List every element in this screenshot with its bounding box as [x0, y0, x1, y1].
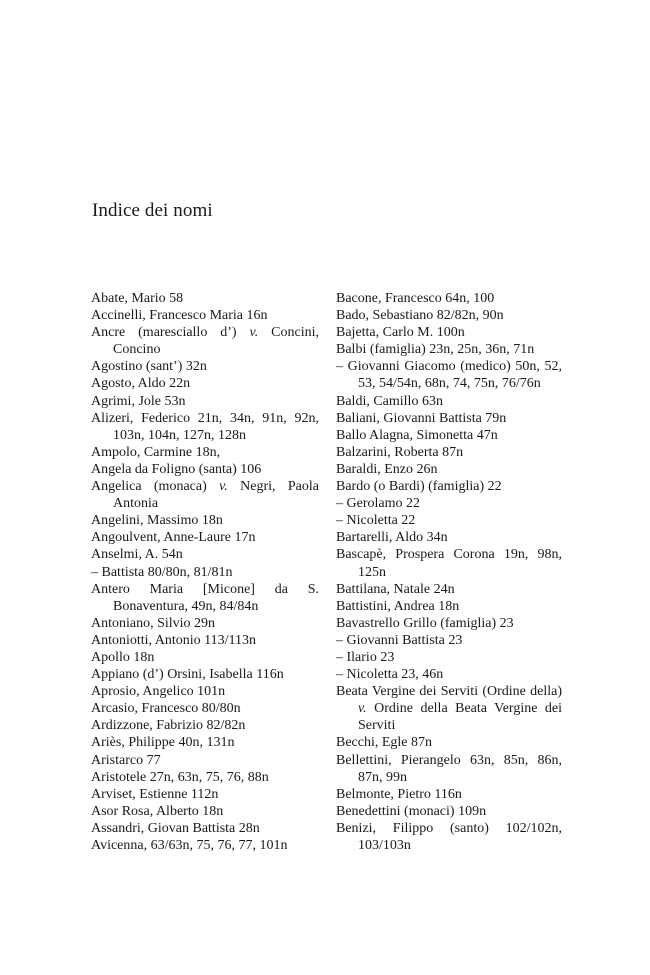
index-entry — [91, 546, 319, 563]
index-entry — [336, 358, 562, 392]
index-entry — [336, 752, 562, 786]
index-entry-text: – Giovanni Giacomo (medico) 50n, 52, 53, 54/54n, 68n, 74, 75n, 76/76n — [336, 359, 562, 392]
index-entry-text: Baliani, Giovanni Battista 79n — [336, 410, 507, 426]
index-entry-text: Aristarco 77 — [91, 752, 161, 768]
index-entry-text: Anselmi, A. 54n — [91, 547, 183, 563]
index-entry-text: Benedettini (monaci) 109n — [336, 803, 487, 819]
index-entry — [336, 461, 562, 478]
index-entry — [336, 546, 562, 580]
index-entry-text: Bajetta, Carlo M. 100n — [336, 325, 465, 341]
index-entry — [91, 307, 319, 324]
index-entry — [91, 393, 319, 410]
index-entry-text: Angela da Foligno (santa) 106 — [91, 461, 262, 477]
index-entry — [336, 786, 562, 803]
index-entry-text: Aprosio, Angelico 101n — [91, 684, 226, 700]
index-entry — [91, 512, 319, 529]
index-entry-text: Ballo Alagna, Simonetta 47n — [336, 427, 498, 443]
index-entry-text: Assandri, Giovan Battista 28n — [91, 820, 260, 836]
index-entry-text: Ampolo, Carmine 18n, — [91, 444, 221, 460]
index-entry-text: Ardizzone, Fabrizio 82/82n — [91, 718, 246, 734]
index-entry — [336, 495, 562, 512]
index-entry — [336, 324, 562, 341]
index-entry-text: – Nicoletta 22 — [336, 513, 416, 529]
index-entry-text: Aristotele 27n, 63n, 75, 76, 88n — [91, 769, 269, 785]
page-title: Indice dei nomi — [92, 200, 213, 221]
cross-reference-marker: v. — [219, 479, 228, 495]
index-entry — [336, 803, 562, 820]
index-entry — [336, 307, 562, 324]
index-entry — [91, 632, 319, 649]
index-entry — [91, 700, 319, 717]
index-entry-text: Ordine della Beata Vergine dei Serviti — [358, 701, 562, 734]
index-entry — [91, 803, 319, 820]
index-entry-text: Bascapè, Prospera Corona 19n, 98n, 125n — [336, 547, 562, 580]
index-entry-text: – Nicoletta 23, 46n — [336, 667, 444, 683]
index-entry-text: Avicenna, 63/63n, 75, 76, 77, 101n — [91, 838, 288, 853]
index-entry-text: Bellettini, Pierangelo 63n, 85n, 86n, 87n, 99n — [336, 752, 562, 785]
index-entry — [91, 444, 319, 461]
index-entry — [91, 786, 319, 803]
index-entry — [336, 478, 562, 495]
index-entry — [91, 375, 319, 392]
index-entry-text: Balbi (famiglia) 23n, 25n, 36n, 71n — [336, 342, 535, 358]
index-entry-text: Bado, Sebastiano 82/82n, 90n — [336, 308, 504, 324]
index-entry-text: Becchi, Egle 87n — [336, 735, 433, 751]
index-entry — [91, 683, 319, 700]
index-entry-text: Abate, Mario 58 — [91, 291, 184, 306]
index-entry-text: Bavastrello Grillo (famiglia) 23 — [336, 615, 514, 631]
index-entry — [91, 769, 319, 786]
index-entry-text: Beata Vergine dei Serviti (Ordine della) — [336, 684, 562, 700]
index-entry-text: Apollo 18n — [91, 649, 155, 665]
index-entry — [336, 820, 562, 854]
index-entry-text: Ancre (maresciallo d’) — [91, 325, 250, 341]
index-entry — [91, 581, 319, 615]
index-entry-text: Arcasio, Francesco 80/80n — [91, 701, 241, 717]
index-entry — [91, 564, 319, 581]
index-entry — [91, 752, 319, 769]
index-entry — [336, 444, 562, 461]
index-entry-text: Bacone, Francesco 64n, 100 — [336, 291, 495, 306]
index-entry — [336, 666, 562, 683]
index-entry — [336, 512, 562, 529]
index-entry — [91, 290, 319, 307]
index-entry-text: Battistini, Andrea 18n — [336, 598, 460, 614]
index-entry-text: – Battista 80/80n, 81/81n — [91, 564, 233, 580]
index-entry — [91, 820, 319, 837]
index-entry — [91, 478, 319, 512]
index-entry-text: Antero Maria [Micone] da S. Bonaventura, 49n, 84/84n — [91, 581, 319, 614]
index-entry — [336, 598, 562, 615]
index-entry-text: – Gerolamo 22 — [336, 496, 420, 512]
index-entry-text: Antoniano, Silvio 29n — [91, 615, 216, 631]
index-entry — [91, 615, 319, 632]
index-entry — [91, 837, 319, 854]
index-entry — [336, 734, 562, 751]
index-entry — [336, 632, 562, 649]
index-entry-text: – Ilario 23 — [336, 649, 395, 665]
index-entry-text: Agrimi, Jole 53n — [91, 393, 186, 409]
index-entry-text: Benizi, Filippo (santo) 102/102n, 103/103n — [336, 820, 562, 853]
index-entry-text: Baraldi, Enzo 26n — [336, 461, 438, 477]
index-entry-text: Antoniotti, Antonio 113/113n — [91, 632, 257, 648]
index-entry-text: Bartarelli, Aldo 34n — [336, 530, 448, 546]
index-entry-text: Angoulvent, Anne-Laure 17n — [91, 530, 256, 546]
index-entry-text: Angelica (monaca) — [91, 479, 220, 495]
index-entry — [336, 393, 562, 410]
index-entry — [336, 427, 562, 444]
index-entry — [91, 717, 319, 734]
index-entry — [91, 461, 319, 478]
index-entry — [336, 649, 562, 666]
index-entry — [91, 410, 319, 444]
cross-reference-marker: v. — [358, 701, 367, 717]
index-entry-text: Agostino (sant’) 32n — [91, 359, 207, 375]
index-entry — [336, 341, 562, 358]
index-entry-text: Belmonte, Pietro 116n — [336, 786, 462, 802]
index-entry — [91, 734, 319, 751]
index-entry-text: Concini, Concino — [113, 325, 319, 358]
index-entry-text: Bardo (o Bardi) (famiglia) 22 — [336, 479, 502, 495]
index-entry-text: Appiano (d’) Orsini, Isabella 116n — [91, 667, 284, 683]
index-entry — [91, 324, 319, 358]
index-entry-text: Alizeri, Federico 21n, 34n, 91n, 92n, 103n, 104n, 127n, 128n — [91, 410, 319, 443]
index-entry — [336, 615, 562, 632]
index-entry-text: Battilana, Natale 24n — [336, 581, 455, 597]
index-entry-text: – Giovanni Battista 23 — [336, 632, 463, 648]
index-entry — [336, 529, 562, 546]
index-column-left — [91, 290, 319, 854]
cross-reference-marker: v. — [249, 325, 259, 341]
index-entry-text: Baldi, Camillo 63n — [336, 393, 443, 409]
index-entry — [91, 666, 319, 683]
index-entry — [336, 683, 562, 734]
index-entry — [91, 649, 319, 666]
index-entry — [91, 358, 319, 375]
index-entry-text: Negri, Paola Antonia — [113, 479, 319, 512]
index-entry — [336, 581, 562, 598]
index-entry-text: Agosto, Aldo 22n — [91, 376, 191, 392]
index-entry — [336, 290, 562, 307]
index-entry-text: Accinelli, Francesco Maria 16n — [91, 308, 268, 324]
index-entry-text: Angelini, Massimo 18n — [91, 513, 223, 529]
index-entry-text: Balzarini, Roberta 87n — [336, 444, 464, 460]
index-entry — [336, 410, 562, 427]
index-entry-text: Asor Rosa, Alberto 18n — [91, 803, 224, 819]
index-entry-text: Arviset, Estienne 112n — [91, 786, 219, 802]
index-entry — [91, 529, 319, 546]
index-entry-text: Ariès, Philippe 40n, 131n — [91, 735, 235, 751]
index-column-right — [336, 290, 562, 854]
